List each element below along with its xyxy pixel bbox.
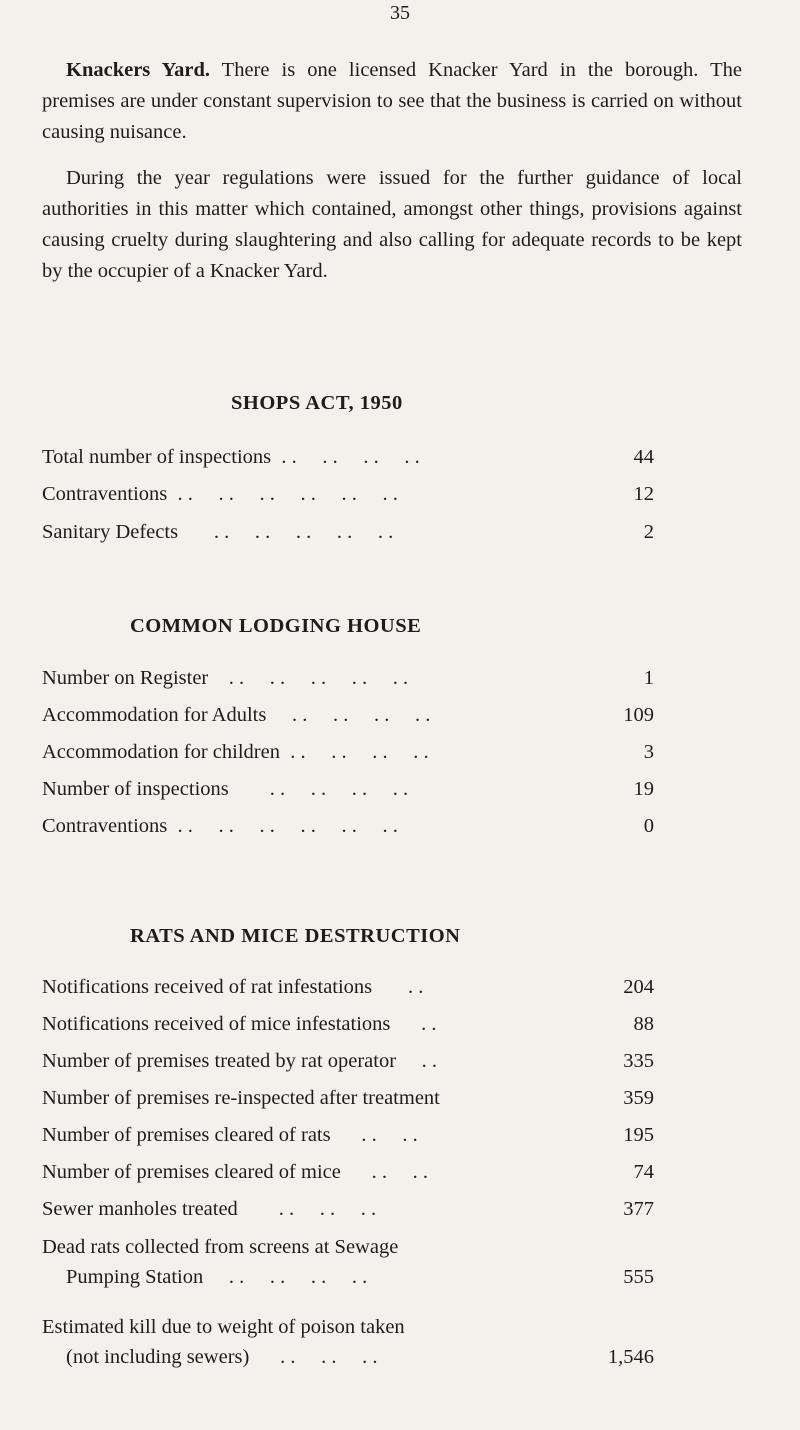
regulations-text: During the year regulations were issued for the further guidance of local authorities in this matter which contained, amongst other things, provisions against causing cruelty during slaughtering and also calling for adequate records to be kept by the occupier of a Knacker Yard.: [42, 167, 742, 282]
table-row: [42, 698, 654, 732]
table-row: [42, 661, 654, 695]
row-value: 204: [623, 976, 654, 998]
table-row: [42, 1118, 654, 1152]
row-value: 2: [643, 521, 654, 543]
table-row: [42, 970, 654, 1004]
table-row: [42, 515, 654, 549]
lodging-heading: COMMON LODGING HOUSE: [130, 615, 422, 637]
rats-mice-heading: RATS AND MICE DESTRUCTION: [130, 925, 461, 947]
row-label: Contraventions . . . . . . . . . . . .: [42, 815, 398, 837]
table-row: [42, 1192, 654, 1226]
row-label: Accommodation for children . . . . . . . .: [42, 741, 429, 763]
table-row: [42, 477, 654, 511]
table-row: [42, 1312, 654, 1372]
row-label: Notifications received of mice infestations . .: [42, 1013, 437, 1035]
row-value: 19: [633, 778, 654, 800]
row-value: 1,546: [607, 1346, 654, 1368]
shops-act-heading: SHOPS ACT, 1950: [231, 392, 403, 414]
row-label: Number of inspections . . . . . . . .: [42, 778, 409, 800]
row-label-line2: Pumping Station . . . . . . . .: [66, 1266, 368, 1288]
table-row: [42, 735, 654, 769]
row-label: Number of premises re-inspected after treatment: [42, 1087, 440, 1109]
row-label: Sanitary Defects . . . . . . . . . .: [42, 521, 394, 543]
row-value: 377: [623, 1198, 654, 1220]
row-label: Notifications received of rat infestations . .: [42, 976, 424, 998]
row-label: Number of premises cleared of mice . . . .: [42, 1161, 428, 1183]
row-label-line2: (not including sewers) . . . . . .: [66, 1346, 378, 1368]
row-value: 44: [633, 446, 654, 468]
knackers-paragraph: [42, 55, 742, 148]
knackers-text: There is one licensed Knacker Yard in the borough. The premises are under constant supervision to see that the business is carried on without causing nuisance.: [42, 59, 742, 143]
row-value: 335: [623, 1050, 654, 1072]
row-value: 1: [643, 667, 654, 689]
knackers-lead: Knackers Yard.: [66, 59, 210, 81]
row-value: 3: [643, 741, 654, 763]
row-label: Total number of inspections . . . . . . . .: [42, 446, 420, 468]
row-label: Contraventions . . . . . . . . . . . .: [42, 483, 398, 505]
table-row: [42, 772, 654, 806]
table-row: [42, 1155, 654, 1189]
row-value: 109: [623, 704, 654, 726]
table-row: [42, 1232, 654, 1292]
row-value: 74: [633, 1161, 654, 1183]
row-value: 0: [643, 815, 654, 837]
row-label: Number on Register . . . . . . . . . .: [42, 667, 409, 689]
table-row: [42, 1081, 654, 1115]
table-row: [42, 1044, 654, 1078]
row-label: Number of premises treated by rat operator . .: [42, 1050, 438, 1072]
row-value: 359: [623, 1087, 654, 1109]
page-number: 35: [390, 2, 410, 24]
table-row: [42, 440, 654, 474]
regulations-paragraph: [42, 163, 742, 287]
table-row: [42, 1007, 654, 1041]
row-label: Number of premises cleared of rats . . . .: [42, 1124, 418, 1146]
row-label: Sewer manholes treated . . . . . .: [42, 1198, 377, 1220]
row-label: Accommodation for Adults . . . . . . . .: [42, 704, 431, 726]
row-label-line1: Estimated kill due to weight of poison taken: [42, 1316, 405, 1338]
row-value: 88: [633, 1013, 654, 1035]
row-value: 12: [633, 483, 654, 505]
table-row: [42, 809, 654, 843]
row-value: 555: [623, 1266, 654, 1288]
row-label-line1: Dead rats collected from screens at Sewage: [42, 1236, 399, 1258]
row-value: 195: [623, 1124, 654, 1146]
